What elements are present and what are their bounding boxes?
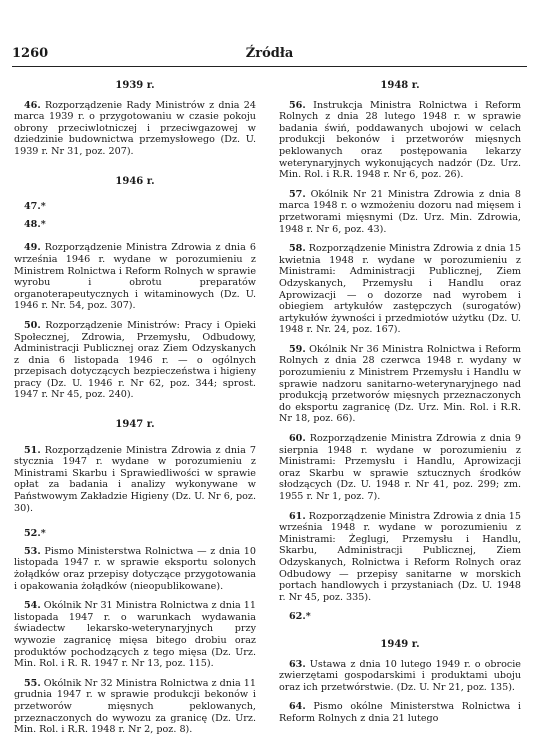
entry-text: Okólnik Nr 31 Ministra Rolnictwa z dnia 11 listopada 1947 r. o warunkach wydawania świadectw lekarsko-weterynaryjnych przy wywozie zagranicę mięsa bitego drobiu oraz produktów pochodzących z tego mięsa (Dz. Urz. Min. Rol. i R. R. 1947 r. Nr 13, poz. 115). (14, 600, 256, 670)
source-entry-55 (14, 678, 256, 736)
year-heading: 1946 r. (115, 175, 155, 187)
entry-text: Okólnik Nr 32 Ministra Rolnictwa z dnia 11 grudnia 1947 r. w sprawie produkcji bekonów i przetworów mięsnych peklowanych, przeznaczonych do wywozu za granicę (Dz. Urz. Min. Rol. i R.R. 1948 r. Nr 2, poz. 8). (14, 677, 256, 736)
left-column (14, 76, 256, 744)
entry-text: Ustawa z dnia 10 lutego 1949 r. o obrocie zwierzętami gospodarskimi i produktami uboju oraz ich przetwórstwie. (Dz. U. Nr 21, poz. 135). (279, 658, 521, 693)
source-entry-49 (14, 242, 256, 312)
source-entry-51 (14, 445, 256, 515)
entry-number: 46. (24, 99, 41, 111)
entry-number: 49. (24, 242, 41, 254)
right-column (279, 76, 521, 733)
entry-text: Rozporządzenie Ministrów: Pracy i Opieki Społecznej, Zdrowia, Przemysłu, Odbudowy, Administracji Publicznej oraz Ziem Odzyskanych z dnia 6 listopada 1946 r. — o ogólnych przepisach dotyczących bezpieczeństwa i higieny pracy (Dz. U. 1946 r. Nr 62, poz. 344; sprost. 1947 r. Nr 45, poz. 240). (14, 319, 256, 401)
page-number: 1260 (12, 46, 49, 61)
entry-number: 50. (24, 319, 41, 331)
source-entry-50 (14, 320, 256, 401)
source-entry-47: 47.* (24, 201, 46, 213)
year-heading: 1948 r. (380, 80, 420, 91)
entry-number: 64. (289, 701, 306, 713)
entry-number: 57. (289, 188, 306, 200)
entry-number: 60. (289, 433, 306, 445)
entry-text: Instrukcja Ministra Rolnictwa i Reform Rolnych z dnia 28 lutego 1948 r. w sprawie badania świń, poddawanych ubojowi w celach produkcji bekonów i przetworów mięsnych peklowanych oraz postępowania lekarzy weterynaryjnych wykonujących nadzór (Dz. Urz. Min. Rol. i R.R. 1948 r. Nr 6, poz. 26). (279, 99, 521, 181)
entry-number: 51. (24, 444, 41, 456)
source-entry-48: 48.* (24, 218, 46, 230)
year-heading: 1949 r. (380, 638, 420, 650)
entry-number: 61. (289, 510, 306, 522)
entry-text: Pismo okólne Ministerstwa Rolnictwa i Reform Rolnych z dnia 21 lutego (279, 701, 521, 724)
source-entry-58 (279, 243, 521, 336)
entry-text: Rozporządzenie Ministra Zdrowia z dnia 6 września 1946 r. wydane w porozumieniu z Ministrem Rolnictwa i Reform Rolnych w sprawie wyrobu i obrotu preparatów organoterapeutycznych i witaminowych (Dz. U. 1946 r. Nr. 54, poz. 307). (14, 242, 256, 312)
source-entry-53 (14, 546, 256, 592)
entry-text: Rozporządzenie Ministra Zdrowia z dnia 15 kwietnia 1948 r. wydane w porozumieniu z Ministrami: Administracji Publicznej, Ziem Odzyskanych, Przemysłu i Handlu oraz Aprowizacji — o dozorze nad wyrobem i obiegiem artykułów zastępczych (surogatów) artykułów żywności i przedmiotów użytku (Dz. U. 1948 r. Nr. 24, poz. 167). (279, 243, 521, 336)
entry-number: 63. (289, 658, 306, 670)
year-heading: 1939 r. (115, 80, 155, 91)
entry-number: 59. (289, 343, 306, 355)
entry-number: 58. (289, 243, 306, 255)
entry-text: Rozporządzenie Rady Ministrów z dnia 24 marca 1939 r. o przygotowaniu w czasie pokoju obrony przeciwlotniczej i przeciwgazowej w dziedzinie budownictwa przemysłowego (Dz. U. 1939 r. Nr 31, poz. 207). (14, 99, 256, 157)
entry-number: 54. (24, 600, 41, 612)
entry-text: Pismo Ministerstwa Rolnictwa — z dnia 10 listopada 1947 r. w sprawie eksportu solonych żołądków oraz przepisy dotyczące przygotowania i opakowania żołądków (nieopublikowane). (14, 545, 256, 592)
source-entry-59 (279, 344, 521, 425)
source-entry-61 (279, 511, 521, 604)
source-entry-52: 52.* (24, 528, 46, 540)
source-entry-57 (279, 189, 521, 235)
source-entry-62: 62.* (289, 611, 311, 623)
running-title: Źródła (245, 46, 294, 61)
source-entry-56 (279, 100, 521, 181)
source-entry-46 (14, 100, 256, 158)
entry-text: Okólnik Nr 36 Ministra Rolnictwa i Reform Rolnych z dnia 28 czerwca 1948 r. wydany w porozumieniu z Ministrem Przemysłu i Handlu w sprawie nadzoru sanitarno-weterynaryjnego nad produkcją przetworów mięsnych przeznaczonych do eksportu zagranicę (Dz. Urz. Min. Rol. i R.R. Nr 18, poz. 66). (279, 343, 521, 425)
entry-number: 53. (24, 545, 41, 557)
source-entry-64 (279, 701, 521, 724)
source-entry-60 (279, 433, 521, 503)
entry-text: Rozporządzenie Ministra Zdrowia z dnia 15 września 1948 r. wydane w porozumieniu z Ministrami: Żeglugi, Przemysłu i Handlu, Skarbu, Administracji Publicznej, Ziem Odzyskanych, Rolnictwa i Reform Rolnych oraz Odbudowy — przepisy sanitarne w morskich portach handlowych i przystaniach (Dz. U. 1948 r. Nr 45, poz. 335). (279, 510, 521, 603)
entry-text: Rozporządzenie Ministra Zdrowia z dnia 7 stycznia 1947 r. wydane w porozumieniu z Ministrami Skarbu i Sprawiedliwości w sprawie opłat za badania i analizy wykonywane w Państwowym Zakładzie Higieny (Dz. U. Nr 6, poz. 30). (14, 444, 256, 514)
year-heading: 1947 r. (115, 419, 155, 431)
entry-number: 56. (289, 99, 306, 111)
entry-text: Okólnik Nr 21 Ministra Zdrowia z dnia 8 marca 1948 r. o wzmożeniu dozoru nad mięsem i przetworami mięsnymi (Dz. Urz. Min. Zdrowia, 1948 r. Nr 6, poz. 43). (279, 188, 521, 235)
entry-text: Rozporządzenie Ministra Zdrowia z dnia 9 sierpnia 1948 r. wydane w porozumieniu z Ministrami: Przemysłu i Handlu, Aprowizacji oraz Skarbu w sprawie sztucznych środków słodzących (Dz. U. 1948 r. Nr 41, poz. 299; zm. 1955 r. Nr 1, poz. 7). (279, 433, 521, 502)
source-entry-54 (14, 600, 256, 670)
source-entry-63 (279, 659, 521, 694)
page-header (12, 46, 527, 67)
entry-number: 55. (24, 677, 41, 689)
